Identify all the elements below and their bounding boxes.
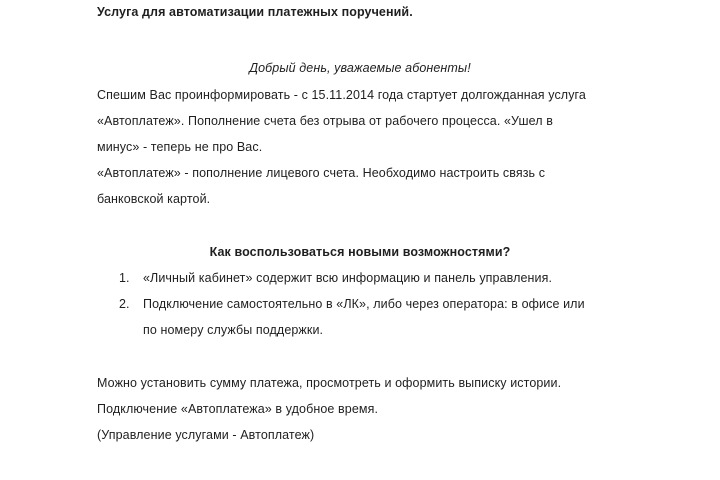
- closing-line-3: (Управление услугами - Автоплатеж): [97, 428, 315, 442]
- definition-line-2: банковской картой.: [97, 192, 211, 206]
- greeting: Добрый день, уважаемые абоненты!: [249, 61, 471, 75]
- step-2-text-line-1: Подключение самостоятельно в «ЛК», либо через оператора: в офисе или: [143, 297, 585, 311]
- step-1-text: «Личный кабинет» содержит всю информацию и панель управления.: [143, 271, 553, 285]
- step-2-text-line-2: по номеру службы поддержки.: [143, 323, 324, 337]
- step-2-number: 2.: [119, 297, 130, 311]
- intro-line-1: Спешим Вас проинформировать - с 15.11.2014 года стартует долгожданная услуга: [97, 88, 586, 102]
- definition-line-1: «Автоплатеж» - пополнение лицевого счета. Необходимо настроить связь с: [97, 166, 546, 180]
- intro-line-2: «Автоплатеж». Пополнение счета без отрыва от рабочего процесса. «Ушел в: [97, 114, 553, 128]
- step-1-number: 1.: [119, 271, 130, 285]
- document-heading: Услуга для автоматизации платежных поручений.: [97, 5, 413, 19]
- intro-line-3: минус» - теперь не про Вас.: [97, 140, 263, 154]
- question-heading: Как воспользоваться новыми возможностями?: [209, 245, 511, 259]
- closing-line-2: Подключение «Автоплатежа» в удобное время.: [97, 402, 379, 416]
- closing-line-1: Можно установить сумму платежа, просмотреть и оформить выписку истории.: [97, 376, 562, 390]
